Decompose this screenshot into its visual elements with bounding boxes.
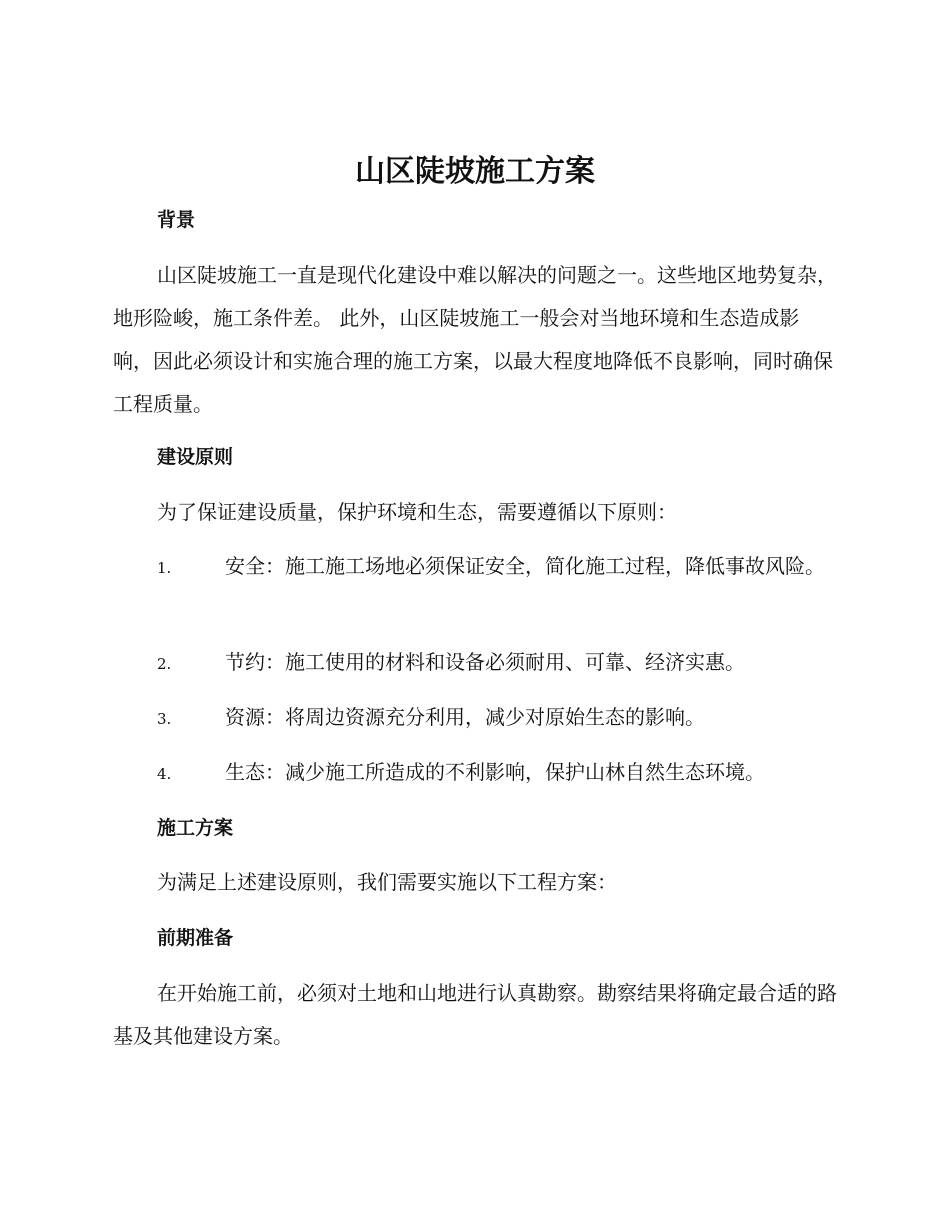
section-heading-plan: 施工方案 [157,817,234,839]
list-text: 生态：减少施工所造成的不利影响，保护山林自然生态环境。 [225,760,765,784]
background-paragraph: 山区陡坡施工一直是现代化建设中难以解决的问题之一。这些地区地势复杂，地形险峻，施工条件差。 此外，山区陡坡施工一般会对当地环境和生态造成影响，因此必须设计和实施合理的施工方案，以最大程度地降低不良影响，同时确保工程质量。 [113,263,837,416]
list-text: 资源：将周边资源充分利用，减少对原始生态的影响。 [225,705,705,729]
principle-list-item [113,752,837,795]
page-title: 山区陡坡施工方案 [355,154,595,189]
principle-list-item [113,546,837,589]
list-number: 1. [157,559,172,577]
section-heading-background: 背景 [157,209,196,231]
principle-list-item [113,697,837,740]
list-text: 安全：施工施工场地必须保证安全，简化施工过程，降低事故风险。 [225,554,825,578]
list-text: 节约：施工使用的材料和设备必须耐用、可靠、经济实惠。 [225,650,745,674]
list-number: 2. [157,655,172,673]
principle-list-item [113,642,837,685]
list-number: 4. [157,765,172,783]
principles-intro: 为了保证建设质量，保护环境和生态，需要遵循以下原则： [157,500,677,524]
section-heading-preparation: 前期准备 [157,927,234,949]
section-heading-principles: 建设原则 [157,446,234,468]
preparation-paragraph: 在开始施工前，必须对土地和山地进行认真勘察。勘察结果将确定最合适的路基及其他建设方案。 [113,981,837,1048]
plan-intro: 为满足上述建设原则，我们需要实施以下工程方案： [157,870,617,894]
list-number: 3. [157,710,172,728]
